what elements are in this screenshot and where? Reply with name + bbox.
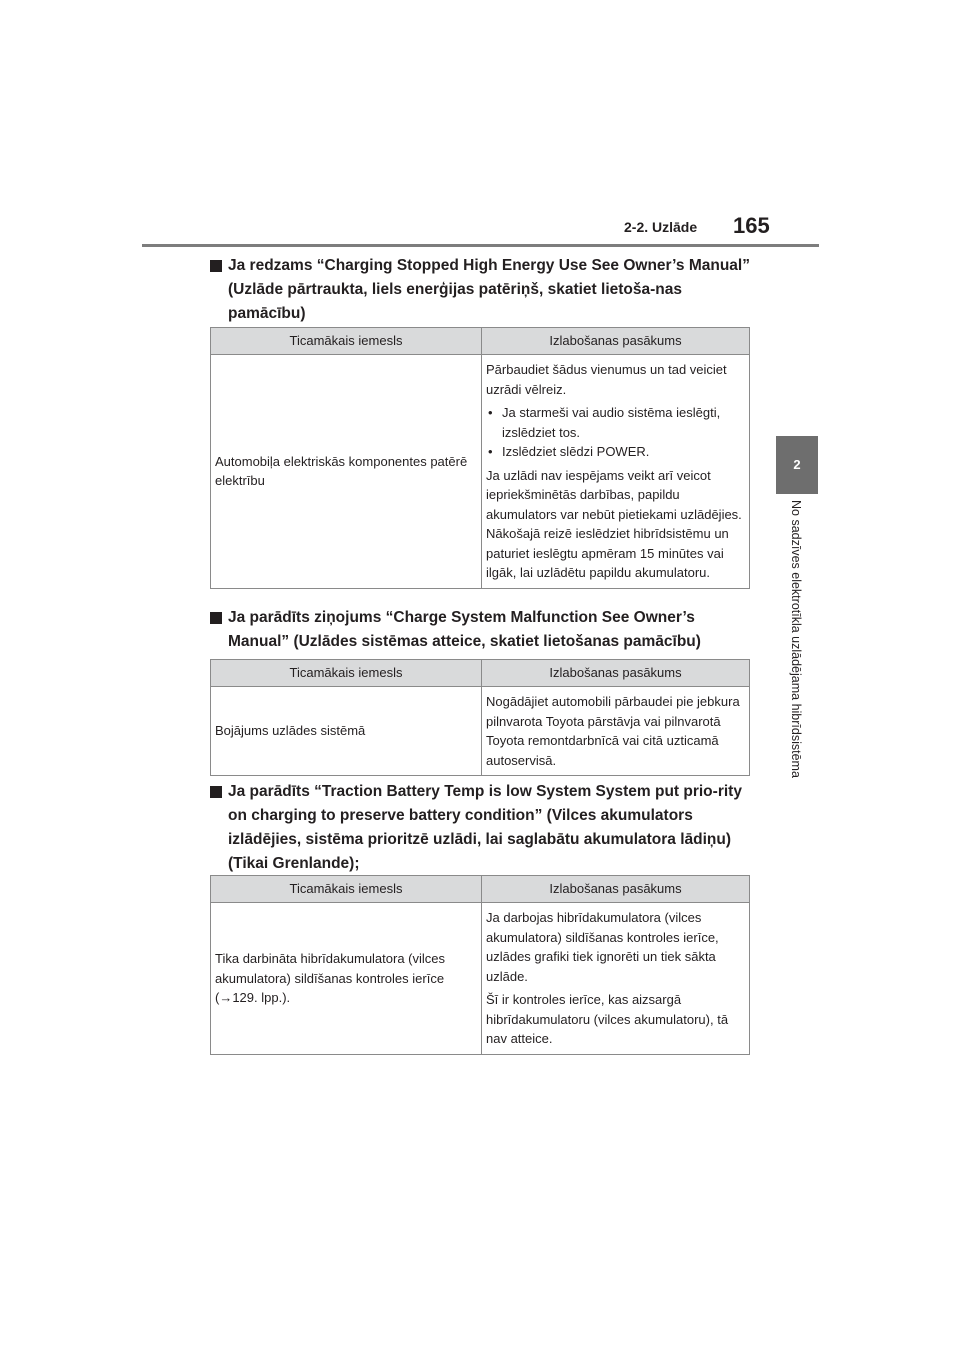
column-header-cause: Ticamākais iemesls (211, 328, 482, 355)
header-divider (142, 244, 819, 247)
table-row (211, 687, 750, 776)
remedy-paragraph: Ja darbojas hibrīdakumulatora (vilces akumulatora) sildīšanas kontroles ierīce, uzlādes grafiki tiek ignorēti un tiek sākta uzlāde. (486, 910, 719, 984)
remedy-note: Ja uzlādi nav iespējams veikt arī veicot iepriekšminētās darbības, papildu akumulators var nebūt pietiekami uzlādējies. Nākošajā reizē ieslēdziet hibrīdsistēmu un paturiet ieslēgtu apmēram 15 minūtes vai ilgāk, lai uzlādētu papildu akumulatoru. (486, 467, 742, 580)
square-bullet-icon (210, 260, 222, 272)
section-title: 2-2. Uzlāde (624, 219, 698, 235)
column-header-remedy: Izlabošanas pasākums (482, 328, 750, 355)
remedy-cell (482, 903, 750, 1055)
table-header-row (211, 328, 750, 355)
chapter-title: No sadzīves elektrotīkla uzlādējama hibrīdsistēma (789, 500, 803, 778)
column-header-remedy: Izlabošanas pasākums (482, 660, 750, 687)
page-number: 165 (733, 213, 770, 238)
section-heading-2: Ja parādīts ziņojums “Charge System Malfunction See Owner’s Manual” (Uzlādes sistēmas atteice, skatiet lietošanas pamācību) (210, 606, 755, 654)
table-1 (210, 327, 750, 589)
list-item: • Izslēdziet slēdzi POWER. (486, 442, 745, 462)
table-3 (210, 875, 750, 1055)
bullet-icon: • (488, 444, 493, 459)
remedy-paragraph: Šī ir kontroles ierīce, kas aizsargā hibrīdakumulatoru (vilces akumulatoru), tā nav atteice. (486, 992, 729, 1046)
column-header-cause: Ticamākais iemesls (211, 660, 482, 687)
bullet-icon: • (488, 405, 493, 420)
chapter-tab: 2 (776, 436, 818, 494)
list-item: • Ja starmeši vai audio sistēma ieslēgti, izslēdziet tos. (488, 405, 721, 440)
remedy-list (486, 403, 745, 462)
table-row (211, 903, 750, 1055)
cause-cell: Bojājums uzlādes sistēmā (211, 687, 482, 776)
section-heading-1: Ja redzams “Charging Stopped High Energy Use See Owner’s Manual” (Uzlāde pārtraukta, liels enerģijas patēriņš, skatiet lietoša-nas pamācību) (210, 254, 755, 326)
remedy-intro: Pārbaudiet šādus vienumus un tad veiciet uzrādi vēlreiz. (486, 362, 727, 397)
remedy-cell: Nogādājiet automobili pārbaudei pie jebkura pilnvarota Toyota pārstāvja vai pilnvarotā Toyota remontdarbnīcā vai citā uzticamā autoservisā. (482, 687, 750, 776)
section-heading-3: Ja parādīts “Traction Battery Temp is low System System put prio-rity on charging to preserve battery condition” (Vilces akumulators izlādējies, sistēma prioritzē uzlādi, lai saglabātu akumulatora lādiņu) (Tikai Grenlande); (210, 780, 755, 876)
table-header-row (211, 660, 750, 687)
table-header-row (211, 876, 750, 903)
cause-cell: Automobiļa elektriskās komponentes patērē elektrību (211, 355, 482, 589)
table-2 (210, 659, 750, 776)
square-bullet-icon (210, 612, 222, 624)
remedy-cell (482, 355, 750, 589)
column-header-cause: Ticamākais iemesls (211, 876, 482, 903)
cause-cell: Tika darbināta hibrīdakumulatora (vilces akumulatora) sildīšanas kontroles ierīce (→129. lpp.). (211, 903, 482, 1055)
square-bullet-icon (210, 786, 222, 798)
table-row (211, 355, 750, 589)
column-header-remedy: Izlabošanas pasākums (482, 876, 750, 903)
